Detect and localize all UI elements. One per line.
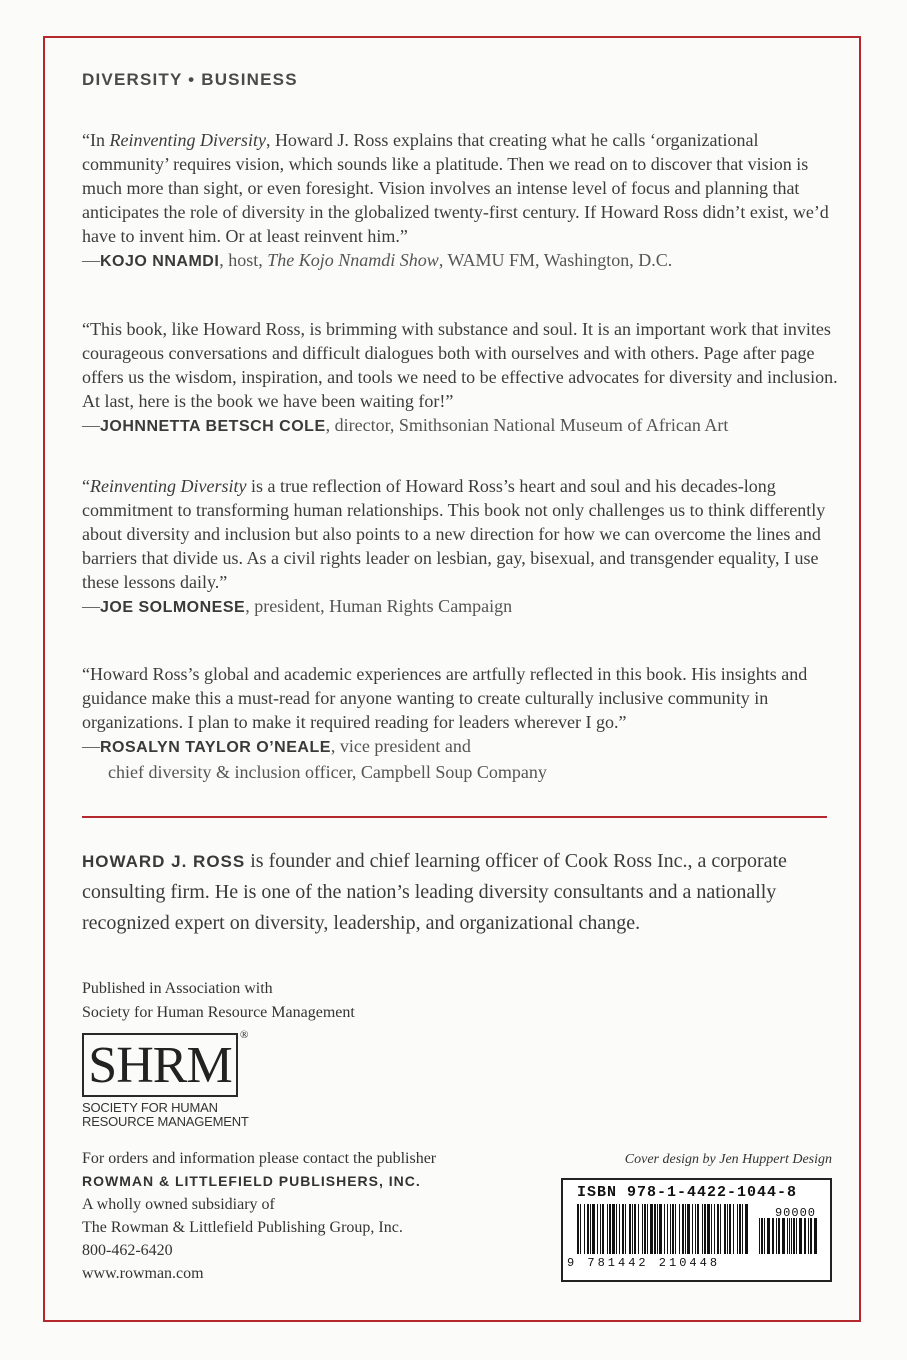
price-code: 90000 — [774, 1206, 816, 1220]
barcode-bar — [625, 1204, 626, 1254]
barcode-bar — [692, 1204, 693, 1254]
barcode-bar — [720, 1204, 721, 1254]
barcode-bar — [764, 1218, 765, 1254]
barcode-bar — [804, 1218, 806, 1254]
barcode-bar — [590, 1204, 591, 1254]
category-label: DIVERSITY • BUSINESS — [82, 70, 298, 89]
barcode-bar — [739, 1204, 741, 1254]
cover-design-credit: Cover design by Jen Huppert Design — [624, 1152, 832, 1167]
quote-nnamdi — [82, 128, 842, 274]
barcode-bar — [737, 1204, 738, 1254]
barcode-bar — [695, 1204, 696, 1254]
published-in-association: Published in Association with Society for Human Resource Management — [82, 980, 355, 1021]
barcode-bar — [644, 1204, 646, 1254]
quote-text: “This book, like Howard Ross, is brimming with substance and soul. It is an important work that invites courageous conversations and difficult dialogues both with ourselves and with others. Page after page offers us the wisdom, inspiration, and tools we need to be effective advocates for diversity and inclusion. At last, here is the book we have been waiting for!” — [82, 319, 838, 411]
registered-mark: ® — [240, 1029, 249, 1041]
barcode-bar — [724, 1204, 726, 1254]
barcode-bar — [682, 1204, 684, 1254]
barcode-bar — [600, 1204, 601, 1254]
barcode-bar — [659, 1204, 662, 1254]
publisher-website: www.rowman.com — [82, 1265, 204, 1282]
barcode-bar — [632, 1204, 633, 1254]
barcode-bar — [799, 1218, 802, 1254]
barcode-bar — [789, 1218, 790, 1254]
barcode-bar — [612, 1204, 615, 1254]
barcode-bar — [704, 1204, 706, 1254]
barcode-bar — [667, 1204, 668, 1254]
barcode-bar — [772, 1218, 774, 1254]
section-divider — [82, 816, 827, 818]
barcode-bar — [597, 1204, 598, 1254]
barcode-bar — [602, 1204, 604, 1254]
barcode-bar — [609, 1204, 611, 1254]
barcode-bar — [679, 1204, 680, 1254]
barcode-bar — [745, 1204, 748, 1254]
barcode-bar — [675, 1204, 676, 1254]
endorser-name: ROSALYN TAYLOR O’NEALE — [100, 739, 331, 756]
barcode-bar — [707, 1204, 710, 1254]
endorser-name: JOHNNETTA BETSCH COLE — [100, 418, 326, 435]
barcode-digits: 9 781442 210448 — [567, 1256, 721, 1270]
barcode-bar — [657, 1204, 658, 1254]
quote-cole — [82, 317, 842, 439]
barcode-bar — [778, 1218, 780, 1254]
quote-attribution: —KOJO NNAMDI, host, The Kojo Nnamdi Show, WAMU FM, Washington, D.C. — [82, 250, 673, 270]
barcode-bar — [654, 1204, 656, 1254]
barcode-bar — [577, 1204, 579, 1254]
barcode-bar — [727, 1204, 728, 1254]
barcode-bar — [670, 1204, 671, 1254]
quote-text: “Howard Ross’s global and academic experiences are artfully reflected in this book. His insights and guidance make this a must-read for anyone wanting to create culturally inclusive community in organizations. I plan to make it required reading for leaders wherever I go.” — [82, 664, 808, 732]
barcode-bar — [619, 1204, 620, 1254]
barcode-bar — [616, 1204, 617, 1254]
barcode-bar — [711, 1204, 712, 1254]
quote-solmonese — [82, 474, 842, 620]
isbn-number: ISBN 978-1-4422-1044-8 — [577, 1184, 798, 1201]
barcode-bar — [592, 1204, 595, 1254]
publisher-name: ROWMAN & LITTLEFIELD PUBLISHERS, INC. — [82, 1173, 421, 1189]
quote-text: “In Reinventing Diversity, Howard J. Ross explains that creating what he calls ‘organizational community’ requires vision, which sounds like a platitude. Then we read on to discover that vision is much more than sight, or even foresight. Vision involves an intense level of focus and planning that anticipates the role of diversity in the globalized twenty-first century. If Howard Ross didn’t exist, we’d have to invent him. Or at least reinvent him.” — [82, 130, 829, 246]
barcode-bar — [761, 1218, 763, 1254]
barcode-bar — [650, 1204, 653, 1254]
shrm-logo-text: SOCIETY FOR HUMAN RESOURCE MANAGEMENT — [82, 1100, 249, 1129]
barcode-bar — [767, 1218, 770, 1254]
barcode-bar — [793, 1218, 795, 1254]
barcode-bar — [629, 1204, 631, 1254]
quote-oneale — [82, 662, 842, 784]
barcode-bar — [714, 1204, 715, 1254]
barcode-bar — [814, 1218, 817, 1254]
barcode-bar — [776, 1218, 777, 1254]
barcode-bar — [672, 1204, 674, 1254]
barcode-bar — [742, 1204, 743, 1254]
barcode-bar — [796, 1218, 797, 1254]
barcode-bar — [587, 1204, 589, 1254]
isbn-barcode — [561, 1178, 832, 1282]
barcode-bar — [634, 1204, 636, 1254]
publisher-contact: For orders and information please contact the publisher ROWMAN & LITTLEFIELD PUBLISHERS, INC. A wholly owned subsidiary of The Rowman & Littlefield Publishing Group, Inc. 800-462-6420 www.rowman.com — [82, 1147, 436, 1285]
endorser-name: JOE SOLMONESE — [100, 599, 246, 616]
barcode-bar — [580, 1204, 581, 1254]
barcode-bar — [729, 1204, 731, 1254]
barcode-bar — [697, 1204, 699, 1254]
barcode-bar — [733, 1204, 734, 1254]
quote-attribution: —ROSALYN TAYLOR O’NEALE, vice president and chief diversity & inclusion officer, Campbell Soup Company — [82, 736, 547, 782]
shrm-logo-mark: SHRM — [82, 1033, 238, 1097]
barcode-bar — [759, 1218, 760, 1254]
barcode-bar — [782, 1218, 785, 1254]
barcode-bar — [808, 1218, 809, 1254]
barcode-bar — [687, 1204, 690, 1254]
quote-attribution: —JOHNNETTA BETSCH COLE, director, Smithsonian National Museum of African Art — [82, 415, 729, 435]
barcode-bar — [622, 1204, 624, 1254]
barcode-bar — [584, 1204, 585, 1254]
barcode-bar — [787, 1218, 788, 1254]
author-bio: HOWARD J. ROSS is founder and chief learning officer of Cook Ross Inc., a corporate consulting firm. He is one of the nation’s leading diversity consultants and a nationally recognized expert on diversity, leadership, and organizational change. — [82, 850, 787, 934]
barcode-bar — [685, 1204, 686, 1254]
barcode-bar — [607, 1204, 608, 1254]
shrm-logo — [82, 1029, 262, 1129]
barcode-bar — [717, 1204, 719, 1254]
author-name: HOWARD J. ROSS — [82, 852, 246, 871]
barcode-bar — [791, 1218, 792, 1254]
publisher-phone: 800-462-6420 — [82, 1242, 173, 1259]
endorser-name: KOJO NNAMDI — [100, 253, 220, 270]
barcode-bar — [702, 1204, 703, 1254]
barcode-bar — [647, 1204, 648, 1254]
quote-attribution: —JOE SOLMONESE, president, Human Rights Campaign — [82, 596, 513, 616]
barcode-bar — [638, 1204, 639, 1254]
barcode-bar — [810, 1218, 812, 1254]
barcode-bar — [642, 1204, 643, 1254]
quote-text: “Reinventing Diversity is a true reflection of Howard Ross’s heart and soul and his decades-long commitment to transforming human relationships. This book not only challenges us to think differently about diversity and inclusion but also points to a new direction for how we can overcome the lines and barriers that divide us. As a civil rights leader on lesbian, gay, bisexual, and transgender equality, I use these lessons daily.” — [82, 476, 826, 592]
barcode-bar — [664, 1204, 665, 1254]
